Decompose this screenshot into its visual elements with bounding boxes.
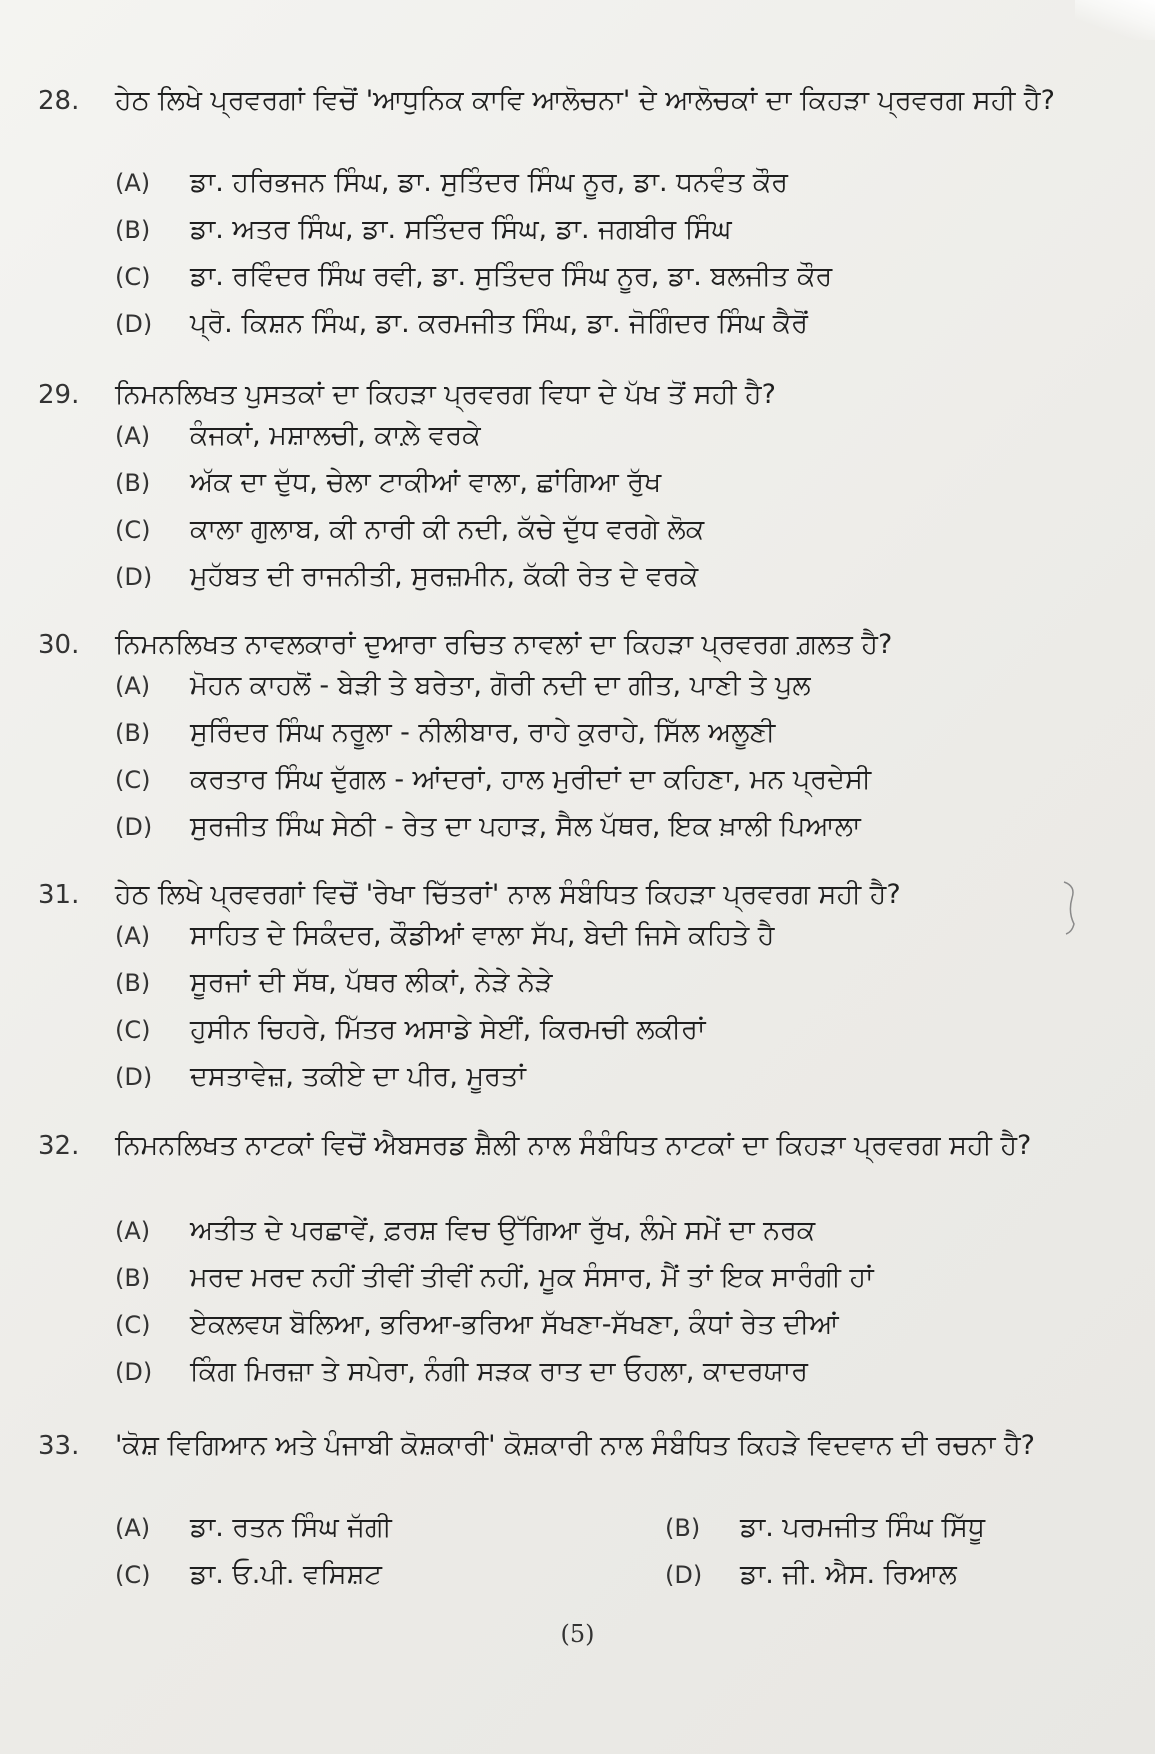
option-label: (B) xyxy=(115,719,151,747)
question-text: 'ਕੋਸ਼ ਵਿਗਿਆਨ ਅਤੇ ਪੰਜਾਬੀ ਕੋਸ਼ਕਾਰੀ' ਕੋਸ਼ਕਾਰੀ ਨਾਲ ਸੰਬੰਧਿਤ ਕਿਹੜੇ ਵਿਦਵਾਨ ਦੀ ਰਚਨਾ ਹੈ? xyxy=(115,1430,1035,1461)
option-text: ਡਾ. ਪਰਮਜੀਤ ਸਿੰਘ ਸਿੱਧੂ xyxy=(740,1512,986,1543)
page-corner-fold xyxy=(1075,0,1155,40)
option-text: ਡਾ. ਹਰਿਭਜਨ ਸਿੰਘ, ਡਾ. ਸੁਤਿੰਦਰ ਸਿੰਘ ਨੂਰ, ਡਾ. ਧਨਵੰਤ ਕੌਰ xyxy=(190,167,788,198)
option-label: (A) xyxy=(115,672,151,700)
option-label: (A) xyxy=(115,1217,151,1245)
option-text: ਸੁਰਜੀਤ ਸਿੰਘ ਸੇਠੀ - ਰੇਤ ਦਾ ਪਹਾੜ, ਸੈਲ ਪੱਥਰ, ਇਕ ਖ਼ਾਲੀ ਪਿਆਲਾ xyxy=(190,811,861,842)
option-label: (A) xyxy=(115,922,151,950)
option-text: ਕਰਤਾਰ ਸਿੰਘ ਦੁੱਗਲ - ਆਂਦਰਾਂ, ਹਾਲ ਮੁਰੀਦਾਂ ਦਾ ਕਹਿਣਾ, ਮਨ ਪ੍ਰਦੇਸੀ xyxy=(190,764,872,795)
option-label: (A) xyxy=(115,1514,151,1542)
option-label: (C) xyxy=(115,1311,151,1339)
option-label: (B) xyxy=(115,216,151,244)
option-text: ਸੁਰਿੰਦਰ ਸਿੰਘ ਨਰੂਲਾ - ਨੀਲੀਬਾਰ, ਰਾਹੇ ਕੁਰਾਹੇ, ਸਿੱਲ ਅਲੂਣੀ xyxy=(190,717,776,748)
question-number: 32. xyxy=(38,1131,80,1161)
option-label: (B) xyxy=(115,469,151,497)
option-text: ਡਾ. ਰਤਨ ਸਿੰਘ ਜੱਗੀ xyxy=(190,1512,392,1543)
option-text: ਅਤੀਤ ਦੇ ਪਰਛਾਵੇਂ, ਫ਼ਰਸ਼ ਵਿਚ ਉੱਗਿਆ ਰੁੱਖ, ਲੰਮੇ ਸਮੇਂ ਦਾ ਨਰਕ xyxy=(190,1215,816,1246)
question-number: 33. xyxy=(38,1431,80,1461)
option-text: ਡਾ. ਰਵਿੰਦਰ ਸਿੰਘ ਰਵੀ, ਡਾ. ਸੁਤਿੰਦਰ ਸਿੰਘ ਨੂਰ, ਡਾ. ਬਲਜੀਤ ਕੌਰ xyxy=(190,261,833,292)
option-label: (D) xyxy=(665,1561,703,1589)
question-text: ਨਿਮਨਲਿਖਤ ਪੁਸਤਕਾਂ ਦਾ ਕਿਹੜਾ ਪ੍ਰਵਰਗ ਵਿਧਾ ਦੇ ਪੱਖ ਤੋਂ ਸਹੀ ਹੈ? xyxy=(115,379,776,410)
option-text: ਡਾ. ਜੀ. ਐਸ. ਰਿਆਲ xyxy=(740,1559,957,1590)
pencil-mark xyxy=(1058,878,1088,938)
option-label: (C) xyxy=(115,1561,151,1589)
option-text: ਕਾਲਾ ਗੁਲਾਬ, ਕੀ ਨਾਰੀ ਕੀ ਨਦੀ, ਕੱਚੇ ਦੁੱਧ ਵਰਗੇ ਲੋਕ xyxy=(190,514,705,545)
option-label: (B) xyxy=(115,969,151,997)
option-text: ਸਾਹਿਤ ਦੇ ਸਿਕੰਦਰ, ਕੌਡੀਆਂ ਵਾਲਾ ਸੱਪ, ਬੇਦੀ ਜਿਸੇ ਕਹਿਤੇ ਹੈ xyxy=(190,920,775,951)
option-label: (C) xyxy=(115,1016,151,1044)
option-label: (B) xyxy=(115,1264,151,1292)
question-text: ਨਿਮਨਲਿਖਤ ਨਾਟਕਾਂ ਵਿਚੋਂ ਐਬਸਰਡ ਸ਼ੈਲੀ ਨਾਲ ਸੰਬੰਧਿਤ ਨਾਟਕਾਂ ਦਾ ਕਿਹੜਾ ਪ੍ਰਵਰਗ ਸਹੀ ਹੈ? xyxy=(115,1130,1032,1161)
option-text: ਹੁਸੀਨ ਚਿਹਰੇ, ਮਿੱਤਰ ਅਸਾਡੇ ਸੇਈਂ, ਕਿਰਮਚੀ ਲਕੀਰਾਂ xyxy=(190,1014,706,1045)
question-number: 30. xyxy=(38,630,80,660)
question-text: ਨਿਮਨਲਿਖਤ ਨਾਵਲਕਾਰਾਂ ਦੁਆਰਾ ਰਚਿਤ ਨਾਵਲਾਂ ਦਾ ਕਿਹੜਾ ਪ੍ਰਵਰਗ ਗ਼ਲਤ ਹੈ? xyxy=(115,629,893,660)
option-label: (C) xyxy=(115,766,151,794)
option-text: ਮਰਦ ਮਰਦ ਨਹੀਂ ਤੀਵੀਂ ਤੀਵੀਂ ਨਹੀਂ, ਮੂਕ ਸੰਸਾਰ, ਮੈਂ ਤਾਂ ਇਕ ਸਾਰੰਗੀ ਹਾਂ xyxy=(190,1262,874,1293)
option-label: (D) xyxy=(115,813,153,841)
option-text: ਕਿੰਗ ਮਿਰਜ਼ਾ ਤੇ ਸਪੇਰਾ, ਨੰਗੀ ਸੜਕ ਰਾਤ ਦਾ ਓਹਲਾ, ਕਾਦਰਯਾਰ xyxy=(190,1356,809,1387)
option-text: ਅੱਕ ਦਾ ਦੁੱਧ, ਚੇਲਾ ਟਾਕੀਆਂ ਵਾਲਾ, ਛਾਂਗਿਆ ਰੁੱਖ xyxy=(190,467,662,498)
option-label: (A) xyxy=(115,422,151,450)
option-text: ਡਾ. ਓ.ਪੀ. ਵਸਿਸ਼ਟ xyxy=(190,1559,382,1590)
option-label: (D) xyxy=(115,1358,153,1386)
option-text: ਸੂਰਜਾਂ ਦੀ ਸੱਥ, ਪੱਥਰ ਲੀਕਾਂ, ਨੇੜੇ ਨੇੜੇ xyxy=(190,967,553,998)
option-text: ਏਕਲਵਯ ਬੋਲਿਆ, ਭਰਿਆ-ਭਰਿਆ ਸੱਖਣਾ-ਸੱਖਣਾ, ਕੰਧਾਂ ਰੇਤ ਦੀਆਂ xyxy=(190,1309,839,1340)
option-text: ਕੰਜਕਾਂ, ਮਸ਼ਾਲਚੀ, ਕਾਲ਼ੇ ਵਰਕੇ xyxy=(190,420,481,451)
option-text: ਦਸਤਾਵੇਜ਼, ਤਕੀਏ ਦਾ ਪੀਰ, ਮੂਰਤਾਂ xyxy=(190,1061,526,1092)
question-number: 29. xyxy=(38,380,80,410)
option-label: (D) xyxy=(115,310,153,338)
option-label: (C) xyxy=(115,516,151,544)
option-label: (B) xyxy=(665,1514,701,1542)
question-text: ਹੇਠ ਲਿਖੇ ਪ੍ਰਵਰਗਾਂ ਵਿਚੋਂ 'ਰੇਖਾ ਚਿੱਤਰਾਂ' ਨਾਲ ਸੰਬੰਧਿਤ ਕਿਹੜਾ ਪ੍ਰਵਰਗ ਸਹੀ ਹੈ? xyxy=(115,879,901,910)
question-text: ਹੇਠ ਲਿਖੇ ਪ੍ਰਵਰਗਾਂ ਵਿਚੋਂ 'ਆਧੁਨਿਕ ਕਾਵਿ ਆਲੋਚਨਾ' ਦੇ ਆਲੋਚਕਾਂ ਦਾ ਕਿਹੜਾ ਪ੍ਰਵਰਗ ਸਹੀ ਹੈ? xyxy=(115,85,1055,116)
option-text: ਮੁਹੱਬਤ ਦੀ ਰਾਜਨੀਤੀ, ਸੁਰਜ਼ਮੀਨ, ਕੱਕੀ ਰੇਤ ਦੇ ਵਰਕੇ xyxy=(190,561,699,592)
option-text: ਮੋਹਨ ਕਾਹਲੋਂ - ਬੇੜੀ ਤੇ ਬਰੇਤਾ, ਗੋਰੀ ਨਦੀ ਦਾ ਗੀਤ, ਪਾਣੀ ਤੇ ਪੁਲ xyxy=(190,670,811,701)
option-label: (C) xyxy=(115,263,151,291)
page-number: (5) xyxy=(560,1620,595,1648)
question-number: 28. xyxy=(38,86,80,116)
option-label: (D) xyxy=(115,563,153,591)
option-label: (D) xyxy=(115,1063,153,1091)
option-label: (A) xyxy=(115,169,151,197)
option-text: ਡਾ. ਅਤਰ ਸਿੰਘ, ਡਾ. ਸਤਿੰਦਰ ਸਿੰਘ, ਡਾ. ਜਗਬੀਰ ਸਿੰਘ xyxy=(190,214,732,245)
option-text: ਪ੍ਰੋ. ਕਿਸ਼ਨ ਸਿੰਘ, ਡਾ. ਕਰਮਜੀਤ ਸਿੰਘ, ਡਾ. ਜੋਗਿੰਦਰ ਸਿੰਘ ਕੈਰੋਂ xyxy=(190,308,808,339)
question-number: 31. xyxy=(38,880,80,910)
